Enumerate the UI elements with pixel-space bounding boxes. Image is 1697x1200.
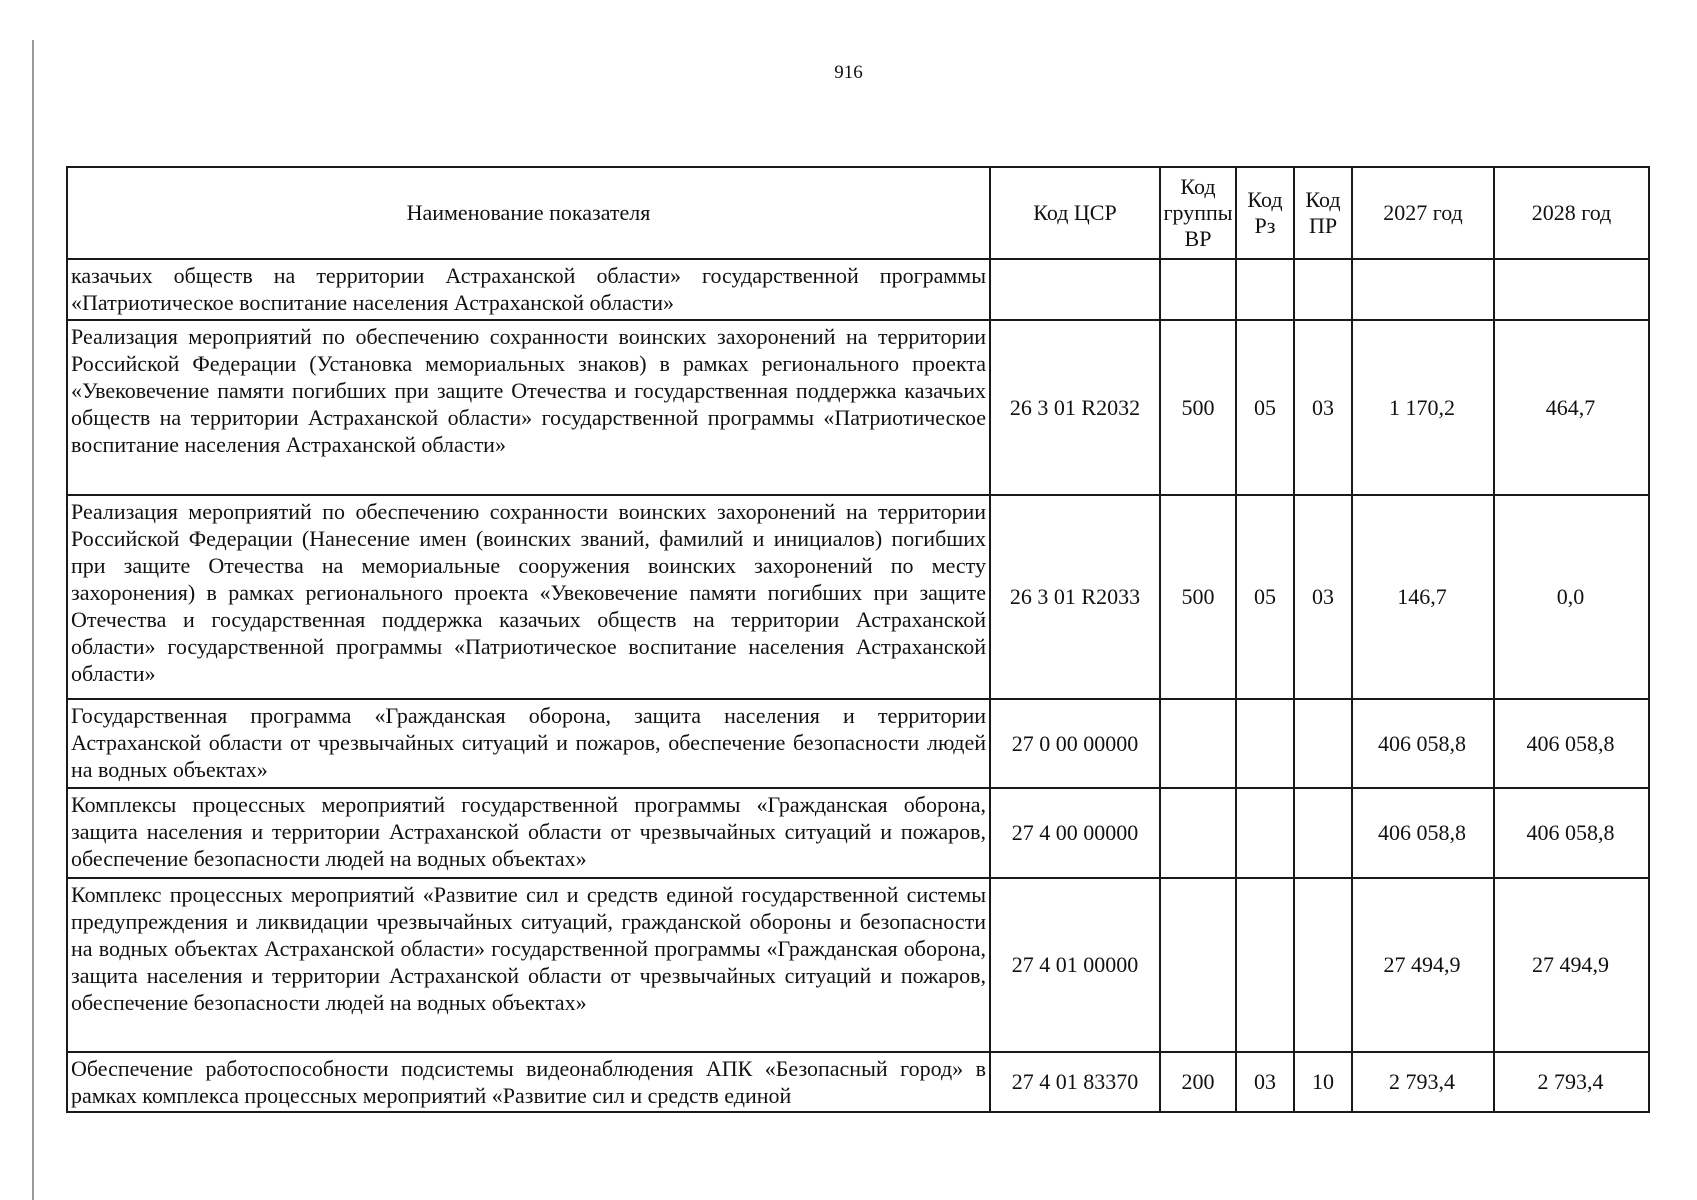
row-vr bbox=[1160, 788, 1236, 878]
row-name: Государственная программа «Гражданская оборона, защита населения и территории Астраханской области от чрезвычайных ситуаций и пожаров, обеспечение безопасности людей на водных объектах» bbox=[67, 699, 990, 788]
row-csr: 27 4 00 00000 bbox=[990, 788, 1160, 878]
row-csr: 27 4 01 00000 bbox=[990, 878, 1160, 1052]
row-csr: 26 3 01 R2033 bbox=[990, 495, 1160, 699]
table-header-row bbox=[67, 167, 1649, 259]
row-name: Комплексы процессных мероприятий государственной программы «Гражданская оборона, защита населения и территории Астраханской области от чрезвычайных ситуаций и пожаров, обеспечение безопасности людей на водных объектах» bbox=[67, 788, 990, 878]
row-pr bbox=[1294, 699, 1352, 788]
row-rz bbox=[1236, 699, 1294, 788]
row-pr bbox=[1294, 259, 1352, 320]
row-2027: 1 170,2 bbox=[1352, 320, 1494, 495]
row-2027: 146,7 bbox=[1352, 495, 1494, 699]
row-pr bbox=[1294, 878, 1352, 1052]
row-name: Реализация мероприятий по обеспечению сохранности воинских захоронений на территории Российской Федерации (Нанесение имен (воинских званий, фамилий и инициалов) погибших при защите Отечества на мемориальные сооружения воинских захоронений по месту захоронения) в рамках регионального проекта «Увековечение памяти погибших при защите Отечества и государственная поддержка казачьих обществ на территории Астраханской области» государственной программы «Патриотическое воспитание населения Астраханской области» bbox=[67, 495, 990, 699]
row-rz bbox=[1236, 259, 1294, 320]
row-pr: 03 bbox=[1294, 320, 1352, 495]
row-name: Реализация мероприятий по обеспечению сохранности воинских захоронений на территории Российской Федерации (Установка мемориальных знаков) в рамках регионального проекта «Увековечение памяти погибших при защите Отечества и государственная поддержка казачьих обществ на территории Астраханской области» государственной программы «Патриотическое воспитание населения Астраханской области» bbox=[67, 320, 990, 495]
row-2028: 406 058,8 bbox=[1494, 699, 1649, 788]
table-row bbox=[67, 259, 1649, 320]
header-name: Наименование показателя bbox=[67, 167, 990, 259]
row-csr bbox=[990, 259, 1160, 320]
table-row bbox=[67, 878, 1649, 1052]
header-pr: Код ПР bbox=[1294, 167, 1352, 259]
row-rz bbox=[1236, 878, 1294, 1052]
row-2028: 0,0 bbox=[1494, 495, 1649, 699]
header-vr: Код группы ВР bbox=[1160, 167, 1236, 259]
row-2028: 406 058,8 bbox=[1494, 788, 1649, 878]
row-2028: 464,7 bbox=[1494, 320, 1649, 495]
table-row bbox=[67, 495, 1649, 699]
row-name: Обеспечение работоспособности подсистемы видеонаблюдения АПК «Безопасный город» в рамках комплекса процессных мероприятий «Развитие сил и средств единой bbox=[67, 1052, 990, 1112]
row-2028: 27 494,9 bbox=[1494, 878, 1649, 1052]
row-2027 bbox=[1352, 259, 1494, 320]
row-vr: 200 bbox=[1160, 1052, 1236, 1112]
scan-margin-line bbox=[32, 40, 34, 1200]
row-csr: 26 3 01 R2032 bbox=[990, 320, 1160, 495]
row-2027: 406 058,8 bbox=[1352, 788, 1494, 878]
header-2027: 2027 год bbox=[1352, 167, 1494, 259]
row-2027: 27 494,9 bbox=[1352, 878, 1494, 1052]
budget-table bbox=[66, 166, 1650, 1113]
row-vr: 500 bbox=[1160, 495, 1236, 699]
row-csr: 27 0 00 00000 bbox=[990, 699, 1160, 788]
header-csr: Код ЦСР bbox=[990, 167, 1160, 259]
table-row bbox=[67, 699, 1649, 788]
page-number: 916 bbox=[834, 62, 863, 83]
row-vr: 500 bbox=[1160, 320, 1236, 495]
table-row bbox=[67, 1052, 1649, 1112]
row-csr: 27 4 01 83370 bbox=[990, 1052, 1160, 1112]
row-name: казачьих обществ на территории Астраханской области» государственной программы «Патриотическое воспитание населения Астраханской области» bbox=[67, 259, 990, 320]
row-2027: 406 058,8 bbox=[1352, 699, 1494, 788]
row-rz: 05 bbox=[1236, 495, 1294, 699]
header-rz: Код Рз bbox=[1236, 167, 1294, 259]
row-rz: 05 bbox=[1236, 320, 1294, 495]
row-vr bbox=[1160, 878, 1236, 1052]
row-2027: 2 793,4 bbox=[1352, 1052, 1494, 1112]
row-vr bbox=[1160, 699, 1236, 788]
row-2028: 2 793,4 bbox=[1494, 1052, 1649, 1112]
row-vr bbox=[1160, 259, 1236, 320]
row-rz bbox=[1236, 788, 1294, 878]
header-2028: 2028 год bbox=[1494, 167, 1649, 259]
row-name: Комплекс процессных мероприятий «Развитие сил и средств единой государственной системы предупреждения и ликвидации чрезвычайных ситуаций, гражданской обороны и безопасности на водных объектах Астраханской области» государственной программы «Гражданская оборона, защита населения и территории Астраханской области от чрезвычайных ситуаций и пожаров, обеспечение безопасности людей на водных объектах» bbox=[67, 878, 990, 1052]
row-pr: 03 bbox=[1294, 495, 1352, 699]
row-pr: 10 bbox=[1294, 1052, 1352, 1112]
table-row bbox=[67, 320, 1649, 495]
row-rz: 03 bbox=[1236, 1052, 1294, 1112]
row-pr bbox=[1294, 788, 1352, 878]
table-row bbox=[67, 788, 1649, 878]
row-2028 bbox=[1494, 259, 1649, 320]
